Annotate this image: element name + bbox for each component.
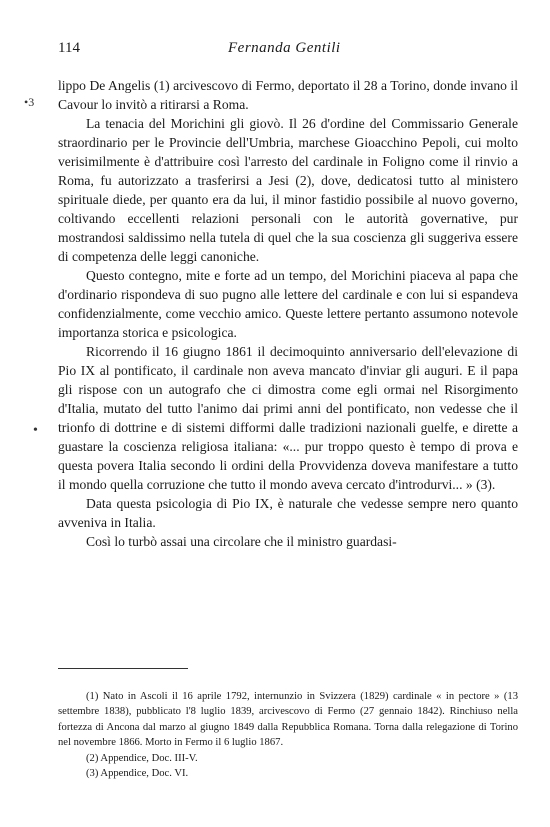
running-title: Fernanda Gentili (228, 40, 341, 56)
paragraph: Ricorrendo il 16 giugno 1861 il decimoquinto anniversario dell'elevazione di Pio IX al pontificato, il cardinale non aveva mancato d'inviar gli auguri. E il papa gli rispose con un autografo che ci dimostra come egli ormai nel Risorgimento d'Italia, mutato del tutto l'animo dai primi anni del pontificato, non vedesse che il trionfo di dottrine e di sistemi difformi dalle tradizioni nazionali guelfe, e dirette a guastare la coscienza religiosa italiana: «... pur troppo questo è tempo di prova e questa povera Italia secondo li ordini della Provvidenza doveva manifestare a tutto il mondo quella corruzione che tutto il mondo aveva cercato d'introdurvi... » (3). (58, 344, 518, 492)
paragraph: lippo De Angelis (1) arcivescovo di Fermo, deportato il 28 a Torino, donde invano il Cavour lo invitò a ritirarsi a Roma. (58, 78, 518, 112)
paragraph: Così lo turbò assai una circolare che il ministro guardasi- (86, 534, 397, 549)
page-header (58, 40, 518, 60)
paragraph: La tenacia del Morichini gli giovò. Il 26 d'ordine del Commissario Generale straordinario per le Provincie dell'Umbria, marchese Gioacchino Pepoli, cui molto verisimilmente è d'attribuire così l'arresto del cardinale in Foligno come il rinvio a Roma, fu autorizzato a trasferirsi a Jesi (2), dove, dedicatosi tutto al ministero spirituale diede, per quanto era da lui, il minor fastidio possibile al nuovo governo, coltivando eccellenti relazioni personali con le autorità governative, pur mostrandosi saldissimo nella tutela di quel che la sua coscienza gli suggeriva essere di competenza delle leggi canoniche. (58, 116, 518, 264)
footnotes (58, 689, 518, 781)
margin-mark: •3 (24, 95, 35, 109)
footnote: (3) Appendice, Doc. VI. (86, 768, 189, 780)
margin-mark: • (33, 423, 38, 438)
paragraph: Questo contegno, mite e forte ad un tempo, del Morichini piaceva al papa che d'ordinario rispondeva di suo pugno alle lettere del cardinale e con lui si espandeva confidenzialmente, come vecchio amico. Queste lettere pertanto assumono notevole importanza storica e psicologica. (58, 268, 518, 340)
footnote: (1) Nato in Ascoli il 16 aprile 1792, internunzio in Svizzera (1829) cardinale « in pectore » (13 settembre 1838), pubblicato l'8 luglio 1839, arcivescovo di Fermo (27 gennaio 1842). Rinchiuso nella fortezza di Ancona dal marzo al giugno 1849 dalla Repubblica Romana. Torna dalla relegazione di Torino nel novembre 1866. Morto in Fermo il 6 luglio 1867. (58, 691, 518, 749)
body-text (58, 76, 518, 551)
paragraph: Data questa psicologia di Pio IX, è naturale che vedesse sempre nero quanto avveniva in Italia. (58, 496, 518, 530)
page-number: 114 (58, 40, 80, 56)
footnote-divider (58, 668, 188, 669)
footnote: (2) Appendice, Doc. III-V. (86, 752, 198, 764)
